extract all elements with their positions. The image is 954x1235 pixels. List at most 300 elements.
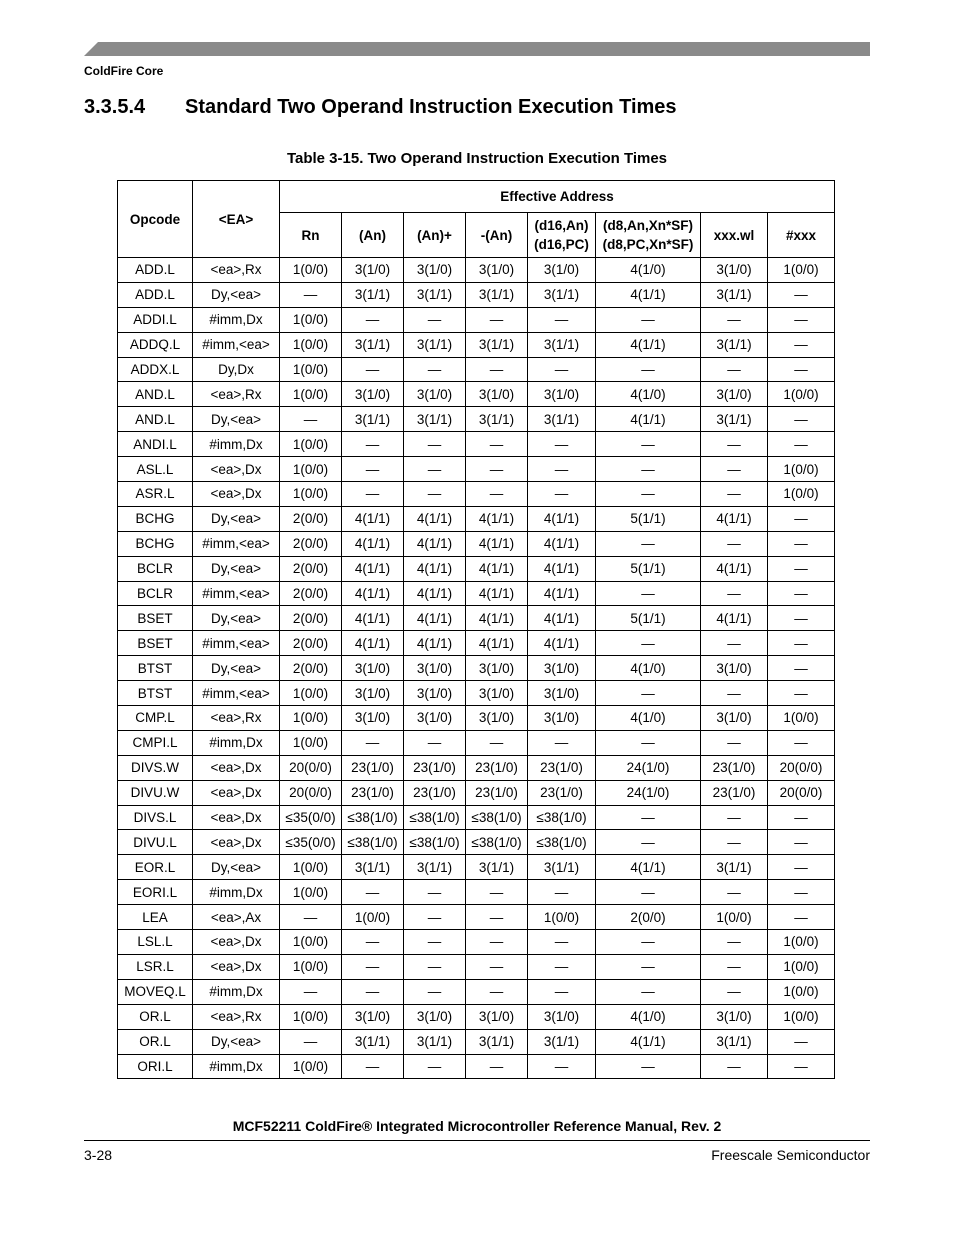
table-row [118, 282, 835, 307]
timing-cell: 3(1/1) [466, 282, 528, 307]
timing-cell: 1(0/0) [280, 432, 342, 457]
timing-cell: — [768, 631, 835, 656]
timing-cell: 2(0/0) [280, 506, 342, 531]
ea-cell: #imm,Dx [193, 1054, 280, 1079]
opcode-cell: BCLR [118, 556, 193, 581]
table-row [118, 656, 835, 681]
ea-cell: #imm,<ea> [193, 681, 280, 706]
timing-cell: 3(1/0) [528, 382, 596, 407]
timing-cell: — [342, 880, 404, 905]
timing-cell: — [701, 930, 768, 955]
ea-cell: Dy,<ea> [193, 656, 280, 681]
header-column: (An) [342, 213, 404, 258]
timing-cell: 3(1/0) [466, 1004, 528, 1029]
timing-cell: 23(1/0) [404, 780, 466, 805]
timing-cell: 3(1/1) [701, 407, 768, 432]
timing-cell: 4(1/1) [404, 506, 466, 531]
table-row [118, 258, 835, 283]
timing-cell: — [768, 656, 835, 681]
table-row [118, 357, 835, 382]
table-row [118, 954, 835, 979]
timing-cell: — [528, 482, 596, 507]
timing-cell: ≤38(1/0) [528, 830, 596, 855]
timing-cell: — [768, 307, 835, 332]
timing-cell: 1(0/0) [280, 332, 342, 357]
timing-cell: 4(1/1) [596, 855, 701, 880]
timing-cell: 4(1/1) [404, 581, 466, 606]
timing-cell: 20(0/0) [768, 755, 835, 780]
timing-cell: 3(1/0) [342, 681, 404, 706]
timing-cell: — [528, 457, 596, 482]
timing-cell: 3(1/0) [528, 706, 596, 731]
timing-cell: — [280, 282, 342, 307]
opcode-cell: AND.L [118, 407, 193, 432]
timing-cell: 3(1/1) [528, 407, 596, 432]
timing-cell: — [528, 357, 596, 382]
timing-cell: — [596, 482, 701, 507]
timing-cell: 3(1/1) [342, 332, 404, 357]
opcode-cell: DIVS.L [118, 805, 193, 830]
timing-cell: — [701, 730, 768, 755]
table-row [118, 706, 835, 731]
timing-cell: — [466, 730, 528, 755]
timing-cell: 1(0/0) [280, 1054, 342, 1079]
timing-cell: — [768, 556, 835, 581]
timing-cell: — [596, 954, 701, 979]
timing-cell: 3(1/0) [466, 681, 528, 706]
timing-cell: — [701, 581, 768, 606]
timing-cell: — [280, 407, 342, 432]
table-row [118, 606, 835, 631]
timing-cell: 4(1/1) [528, 631, 596, 656]
timing-cell: — [342, 930, 404, 955]
timing-cell: 3(1/1) [701, 332, 768, 357]
opcode-cell: EORI.L [118, 880, 193, 905]
timing-cell: 20(0/0) [768, 780, 835, 805]
timing-cell: — [342, 457, 404, 482]
timing-cell: — [404, 954, 466, 979]
opcode-cell: BTST [118, 656, 193, 681]
timing-cell: 4(1/1) [596, 1029, 701, 1054]
opcode-cell: ADDX.L [118, 357, 193, 382]
timing-cell: — [466, 930, 528, 955]
header-effective-address: Effective Address [280, 181, 835, 213]
timing-cell: 4(1/1) [404, 631, 466, 656]
timing-cell: 5(1/1) [596, 556, 701, 581]
timing-cell: ≤35(0/0) [280, 805, 342, 830]
running-head: ColdFire Core [84, 64, 164, 78]
ea-cell: Dy,<ea> [193, 1029, 280, 1054]
timing-cell: 3(1/1) [466, 332, 528, 357]
timing-cell: 5(1/1) [596, 506, 701, 531]
timing-cell: — [280, 1029, 342, 1054]
timing-cell: — [768, 855, 835, 880]
publisher: Freescale Semiconductor [711, 1147, 870, 1163]
timing-cell: — [768, 606, 835, 631]
timing-cell: — [768, 1029, 835, 1054]
timing-cell: 3(1/1) [701, 855, 768, 880]
timing-cell: 3(1/0) [404, 382, 466, 407]
section-number: 3.3.5.4 [84, 96, 146, 118]
timing-cell: — [528, 979, 596, 1004]
timing-cell: 20(0/0) [280, 755, 342, 780]
timing-cell: — [404, 979, 466, 1004]
opcode-cell: BCHG [118, 531, 193, 556]
timing-cell: 4(1/1) [404, 606, 466, 631]
timing-cell: 1(0/0) [768, 954, 835, 979]
timing-cell: — [768, 730, 835, 755]
timing-cell: — [768, 880, 835, 905]
timing-cell: 1(0/0) [280, 855, 342, 880]
opcode-cell: EOR.L [118, 855, 193, 880]
timing-cell: 3(1/0) [342, 1004, 404, 1029]
timing-cell: 1(0/0) [768, 457, 835, 482]
timing-cell: ≤38(1/0) [342, 830, 404, 855]
timing-cell: 4(1/1) [528, 531, 596, 556]
opcode-cell: MOVEQ.L [118, 979, 193, 1004]
timing-cell: 1(0/0) [342, 905, 404, 930]
timing-cell: 4(1/1) [466, 506, 528, 531]
ea-cell: Dy,<ea> [193, 606, 280, 631]
header-column: xxx.wl [701, 213, 768, 258]
timing-cell: — [596, 631, 701, 656]
timing-cell: ≤38(1/0) [342, 805, 404, 830]
timing-cell: 3(1/0) [528, 681, 596, 706]
timing-cell: — [466, 954, 528, 979]
ea-cell: #imm,<ea> [193, 631, 280, 656]
table-row [118, 581, 835, 606]
timing-cell: 23(1/0) [528, 755, 596, 780]
timing-cell: 1(0/0) [768, 706, 835, 731]
timing-cell: — [768, 357, 835, 382]
timing-cell: — [466, 482, 528, 507]
timing-cell: 3(1/1) [404, 282, 466, 307]
timing-cell: 1(0/0) [768, 258, 835, 283]
timing-cell: 1(0/0) [280, 730, 342, 755]
timing-cell: 4(1/1) [596, 332, 701, 357]
table-row [118, 755, 835, 780]
ea-cell: <ea>,Rx [193, 258, 280, 283]
timing-cell: — [768, 1054, 835, 1079]
header-column: (d16,An) (d16,PC) [528, 213, 596, 258]
timing-cell: 3(1/1) [528, 1029, 596, 1054]
timing-cell: 3(1/0) [342, 656, 404, 681]
timing-cell: 3(1/0) [466, 706, 528, 731]
timing-cell: 3(1/0) [466, 258, 528, 283]
header-column: -(An) [466, 213, 528, 258]
timing-cell: 4(1/1) [342, 531, 404, 556]
timing-cell: 4(1/0) [596, 706, 701, 731]
ea-cell: <ea>,Rx [193, 382, 280, 407]
header-column: (d8,An,Xn*SF) (d8,PC,Xn*SF) [596, 213, 701, 258]
timing-cell: 4(1/0) [596, 1004, 701, 1029]
timing-cell: 3(1/0) [404, 656, 466, 681]
timing-cell: — [404, 930, 466, 955]
ea-cell: <ea>,Dx [193, 457, 280, 482]
header-column: Rn [280, 213, 342, 258]
timing-cell: — [701, 357, 768, 382]
timing-cell: — [342, 1054, 404, 1079]
timing-cell: — [701, 482, 768, 507]
timing-cell: 1(0/0) [280, 681, 342, 706]
timing-cell: — [701, 631, 768, 656]
opcode-cell: DIVU.W [118, 780, 193, 805]
table-row [118, 382, 835, 407]
ea-cell: #imm,<ea> [193, 531, 280, 556]
timing-cell: — [701, 880, 768, 905]
timing-cell: 1(0/0) [280, 457, 342, 482]
timing-cell: 3(1/1) [701, 1029, 768, 1054]
timing-cell: — [596, 581, 701, 606]
timing-cell: 3(1/1) [342, 855, 404, 880]
header-decorative-bar [84, 42, 870, 56]
ea-cell: <ea>,Dx [193, 780, 280, 805]
timing-cell: 24(1/0) [596, 780, 701, 805]
timing-cell: — [404, 457, 466, 482]
timing-cell: 1(0/0) [768, 1004, 835, 1029]
timing-cell: — [466, 1054, 528, 1079]
timing-cell: — [404, 482, 466, 507]
timing-cell: 3(1/1) [404, 407, 466, 432]
opcode-cell: CMP.L [118, 706, 193, 731]
timing-cell: — [701, 307, 768, 332]
table-row [118, 1029, 835, 1054]
table-row [118, 830, 835, 855]
timing-cell: 1(0/0) [280, 930, 342, 955]
timing-cell: 1(0/0) [280, 1004, 342, 1029]
ea-cell: <ea>,Rx [193, 1004, 280, 1029]
timing-cell: ≤38(1/0) [466, 805, 528, 830]
timing-cell: 3(1/0) [466, 382, 528, 407]
timing-cell: — [466, 357, 528, 382]
timing-cell: 3(1/0) [404, 681, 466, 706]
timing-cell: 3(1/0) [528, 1004, 596, 1029]
table-row [118, 332, 835, 357]
timing-cell: 3(1/1) [466, 407, 528, 432]
timing-cell: — [701, 954, 768, 979]
timing-cell: — [404, 307, 466, 332]
timing-cell: — [768, 681, 835, 706]
opcode-cell: DIVS.W [118, 755, 193, 780]
timing-cell: 2(0/0) [280, 606, 342, 631]
timing-cell: 3(1/0) [528, 656, 596, 681]
timing-cell: — [596, 357, 701, 382]
opcode-cell: BSET [118, 606, 193, 631]
timing-cell: — [466, 432, 528, 457]
opcode-cell: LSR.L [118, 954, 193, 979]
ea-cell: Dy,<ea> [193, 407, 280, 432]
timing-cell: — [404, 905, 466, 930]
timing-cell: — [466, 307, 528, 332]
timing-cell: — [596, 432, 701, 457]
ea-cell: <ea>,Dx [193, 805, 280, 830]
timing-cell: 3(1/1) [404, 332, 466, 357]
timing-cell: — [404, 432, 466, 457]
timing-cell: 1(0/0) [280, 357, 342, 382]
header-column: #xxx [768, 213, 835, 258]
timing-cell: 1(0/0) [280, 954, 342, 979]
table-row [118, 730, 835, 755]
timing-cell: 2(0/0) [596, 905, 701, 930]
timing-cell: 3(1/0) [404, 258, 466, 283]
table-row [118, 307, 835, 332]
timing-cell: 3(1/1) [342, 282, 404, 307]
timing-cell: 4(1/1) [404, 531, 466, 556]
timing-cell: ≤38(1/0) [404, 830, 466, 855]
ea-cell: Dy,<ea> [193, 506, 280, 531]
timing-cell: — [596, 979, 701, 1004]
timing-cell: 3(1/1) [528, 855, 596, 880]
timing-cell: 4(1/1) [342, 581, 404, 606]
timing-cell: — [342, 482, 404, 507]
table-row [118, 457, 835, 482]
timing-cell: 4(1/1) [466, 556, 528, 581]
timing-cell: 3(1/0) [701, 706, 768, 731]
timing-cell: 3(1/0) [404, 706, 466, 731]
table-row [118, 407, 835, 432]
timing-cell: — [768, 581, 835, 606]
opcode-cell: BCHG [118, 506, 193, 531]
execution-times-table [117, 180, 835, 1079]
timing-cell: — [528, 307, 596, 332]
timing-cell: 4(1/1) [342, 631, 404, 656]
timing-cell: 4(1/1) [528, 506, 596, 531]
timing-cell: — [342, 432, 404, 457]
timing-cell: — [596, 830, 701, 855]
section-heading [84, 96, 677, 119]
timing-cell: 2(0/0) [280, 581, 342, 606]
header-opcode: Opcode [118, 181, 193, 258]
opcode-cell: BCLR [118, 581, 193, 606]
opcode-cell: OR.L [118, 1004, 193, 1029]
ea-cell: <ea>,Ax [193, 905, 280, 930]
timing-cell: — [342, 730, 404, 755]
table-row [118, 979, 835, 1004]
timing-cell: — [342, 357, 404, 382]
timing-cell: — [701, 805, 768, 830]
opcode-cell: ADD.L [118, 282, 193, 307]
timing-cell: 3(1/1) [404, 1029, 466, 1054]
table-row [118, 930, 835, 955]
timing-cell: 3(1/0) [701, 258, 768, 283]
timing-cell: ≤38(1/0) [466, 830, 528, 855]
timing-cell: 1(0/0) [280, 258, 342, 283]
ea-cell: <ea>,Dx [193, 755, 280, 780]
timing-cell: — [596, 730, 701, 755]
timing-cell: 4(1/1) [466, 531, 528, 556]
timing-cell: — [596, 1054, 701, 1079]
opcode-cell: ADDI.L [118, 307, 193, 332]
timing-cell: 4(1/0) [596, 656, 701, 681]
opcode-cell: ASL.L [118, 457, 193, 482]
timing-cell: 4(1/0) [596, 258, 701, 283]
timing-cell: — [466, 457, 528, 482]
table-row [118, 1004, 835, 1029]
timing-cell: — [528, 432, 596, 457]
timing-cell: ≤35(0/0) [280, 830, 342, 855]
header-column: (An)+ [404, 213, 466, 258]
table-row [118, 780, 835, 805]
timing-cell: 4(1/1) [528, 556, 596, 581]
timing-cell: — [701, 681, 768, 706]
timing-cell: 3(1/1) [528, 332, 596, 357]
timing-cell: — [701, 979, 768, 1004]
timing-cell: 5(1/1) [596, 606, 701, 631]
timing-cell: — [466, 880, 528, 905]
ea-cell: #imm,Dx [193, 307, 280, 332]
timing-cell: 4(1/1) [342, 506, 404, 531]
ea-cell: #imm,Dx [193, 979, 280, 1004]
timing-cell: 4(1/1) [596, 282, 701, 307]
timing-cell: — [404, 357, 466, 382]
timing-cell: 3(1/0) [466, 656, 528, 681]
table-row [118, 805, 835, 830]
timing-cell: 4(1/1) [701, 606, 768, 631]
timing-cell: 2(0/0) [280, 531, 342, 556]
opcode-cell: ORI.L [118, 1054, 193, 1079]
timing-cell: ≤38(1/0) [528, 805, 596, 830]
table-row [118, 905, 835, 930]
timing-cell: 4(1/0) [596, 382, 701, 407]
timing-cell: 3(1/0) [342, 382, 404, 407]
timing-cell: — [528, 954, 596, 979]
timing-cell: 3(1/0) [342, 258, 404, 283]
opcode-cell: DIVU.L [118, 830, 193, 855]
timing-cell: 3(1/0) [404, 1004, 466, 1029]
timing-cell: 3(1/1) [404, 855, 466, 880]
section-title: Standard Two Operand Instruction Execution Times [185, 96, 677, 118]
table-row [118, 482, 835, 507]
timing-cell: — [768, 830, 835, 855]
ea-cell: <ea>,Dx [193, 930, 280, 955]
opcode-cell: LSL.L [118, 930, 193, 955]
header-ea: <EA> [193, 181, 280, 258]
table-row [118, 880, 835, 905]
timing-cell: 3(1/0) [701, 656, 768, 681]
timing-cell: — [701, 432, 768, 457]
timing-cell: 23(1/0) [466, 755, 528, 780]
timing-cell: — [768, 531, 835, 556]
timing-cell: 4(1/1) [596, 407, 701, 432]
timing-cell: 23(1/0) [342, 780, 404, 805]
timing-cell: — [596, 307, 701, 332]
table-row [118, 681, 835, 706]
footer-rule [84, 1140, 870, 1141]
timing-cell: — [280, 905, 342, 930]
timing-cell: 4(1/1) [466, 631, 528, 656]
timing-cell: — [528, 730, 596, 755]
timing-cell: — [528, 930, 596, 955]
timing-cell: 3(1/1) [701, 282, 768, 307]
timing-cell: 1(0/0) [701, 905, 768, 930]
timing-cell: — [701, 830, 768, 855]
table-caption: Table 3-15. Two Operand Instruction Execution Times [286, 150, 668, 167]
table-row [118, 506, 835, 531]
timing-cell: 3(1/1) [528, 282, 596, 307]
ea-cell: <ea>,Rx [193, 706, 280, 731]
page-number: 3-28 [84, 1147, 113, 1163]
timing-cell: 3(1/1) [342, 407, 404, 432]
timing-cell: — [528, 1054, 596, 1079]
opcode-cell: BSET [118, 631, 193, 656]
ea-cell: #imm,<ea> [193, 581, 280, 606]
ea-cell: #imm,Dx [193, 730, 280, 755]
timing-cell: — [701, 457, 768, 482]
timing-cell: — [768, 407, 835, 432]
ea-cell: <ea>,Dx [193, 830, 280, 855]
timing-cell: 1(0/0) [768, 930, 835, 955]
timing-cell: 23(1/0) [342, 755, 404, 780]
